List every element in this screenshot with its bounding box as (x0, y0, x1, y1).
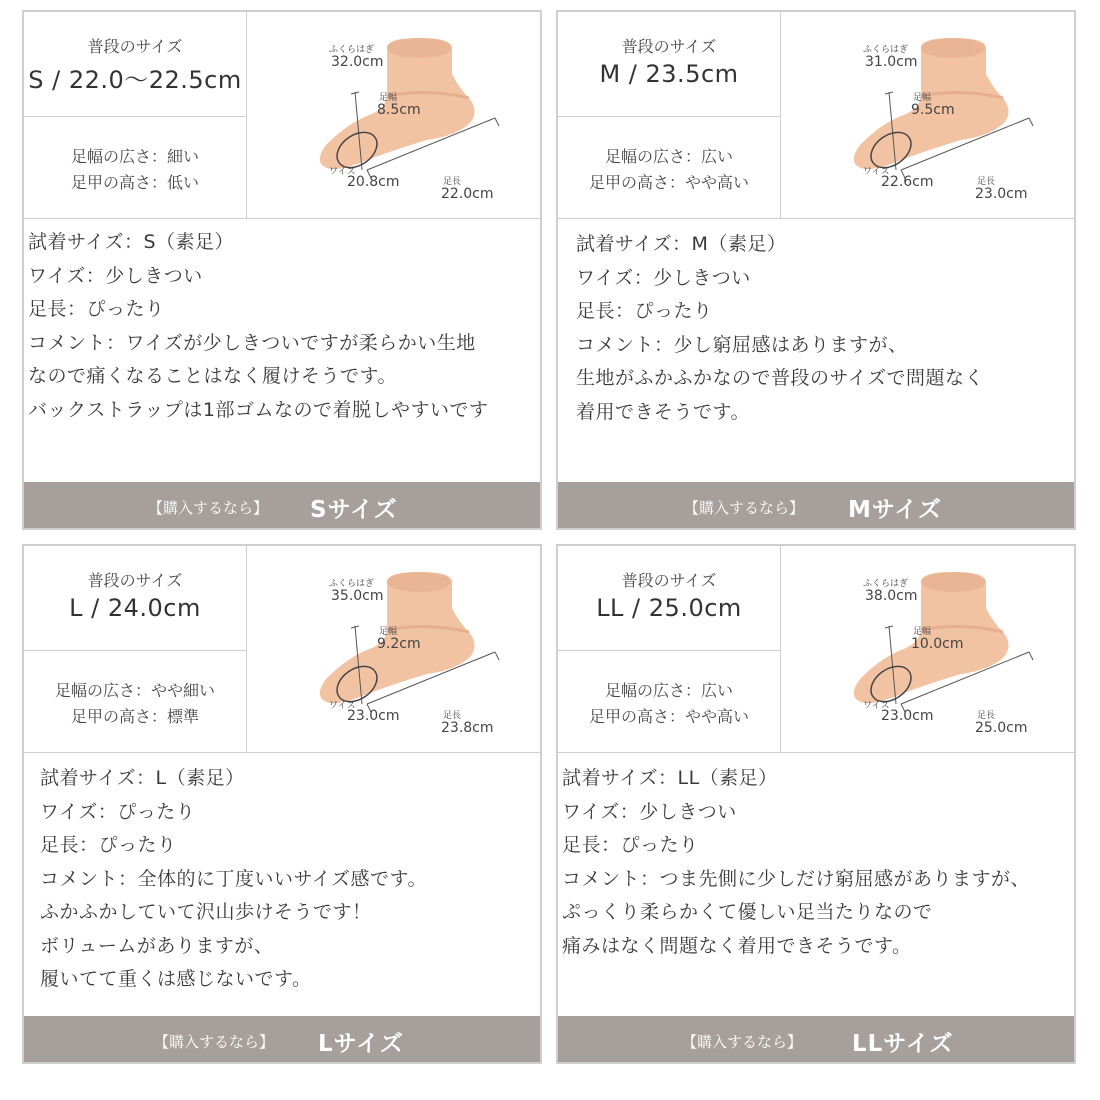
usual-size-box (24, 546, 246, 651)
card-header (558, 12, 1074, 219)
review-line: 足長：ぴったり (28, 298, 165, 320)
buy-prefix: 【購入するなら】 (682, 1033, 803, 1051)
foot-length-label: 足長 (977, 177, 996, 187)
foot-width-label: 足幅 (379, 93, 398, 103)
review-line: 足長：ぴったり (40, 834, 177, 856)
foot-width-label: 足幅 (913, 627, 932, 637)
usual-size-box (24, 12, 246, 117)
review-text (24, 219, 540, 485)
foot-width-value: 9.2cm (377, 636, 421, 652)
profile-column (24, 12, 247, 218)
foot-length-value: 23.8cm (441, 720, 494, 736)
wise-label: ワイズ (329, 701, 356, 711)
review-line: 足長：ぴったり (576, 300, 713, 322)
review-line: ワイズ：少しきつい (576, 266, 751, 289)
calf-label: ふくらはぎ (329, 45, 375, 55)
review-text (24, 753, 540, 1019)
wise-label: ワイズ (329, 167, 356, 177)
review-line: コメント：全体的に丁度いいサイズ感です。 (40, 867, 427, 890)
review-line: バックストラップは1部ゴムなので着脱しやすいです (28, 398, 489, 421)
foot-width-label: 足幅 (913, 93, 932, 103)
foot-illustration (781, 12, 1074, 218)
card-header (24, 546, 540, 753)
review-line: 足長：ぴったり (562, 834, 699, 856)
review-text (558, 219, 1074, 485)
size-review-card-2 (556, 10, 1076, 530)
foot-traits-box (24, 117, 246, 218)
buy-size: Lサイズ (318, 1031, 404, 1057)
review-line: 試着サイズ：S（素足） (28, 231, 235, 253)
size-review-card-3 (22, 544, 542, 1064)
foot-illustration (781, 546, 1074, 752)
instep-height-trait: 足甲の高さ：標準 (70, 707, 199, 726)
foot-width-label: 足幅 (379, 627, 398, 637)
review-line: 試着サイズ：LL（素足） (562, 767, 778, 789)
wise-value: 22.6cm (881, 174, 934, 190)
review-line: ワイズ：少しきつい (28, 264, 203, 287)
review-line: ワイズ：少しきつい (562, 800, 737, 823)
review-line: コメント：ワイズが少しきついですが柔らかい生地 (28, 331, 476, 354)
foot-length-value: 22.0cm (441, 186, 494, 202)
wise-value: 23.0cm (881, 708, 934, 724)
foot-width-trait: 足幅の広さ：細い (70, 147, 199, 166)
usual-size-value: M / 23.5cm (599, 60, 739, 88)
calf-label: ふくらはぎ (863, 45, 909, 55)
usual-size-label: 普段のサイズ (621, 37, 717, 56)
profile-column (558, 546, 781, 752)
foot-width-trait: 足幅の広さ：広い (604, 681, 733, 700)
calf-label: ふくらはぎ (329, 579, 375, 589)
usual-size-value: S / 22.0〜22.5cm (28, 66, 242, 94)
buy-prefix: 【購入するなら】 (148, 499, 269, 517)
buy-size: Mサイズ (848, 497, 943, 523)
buy-banner (24, 482, 540, 528)
review-line: コメント：少し窮屈感はありますが、 (576, 333, 908, 356)
buy-banner (24, 1016, 540, 1062)
review-line: ふかふかしていて沢山歩けそうです！ (40, 901, 372, 923)
buy-size: LLサイズ (852, 1031, 954, 1057)
usual-size-value: L / 24.0cm (69, 594, 201, 622)
wise-label: ワイズ (863, 167, 890, 177)
instep-height-trait: 足甲の高さ：低い (70, 173, 199, 192)
foot-traits-box (24, 651, 246, 752)
wise-value: 20.8cm (347, 174, 400, 190)
buy-prefix: 【購入するなら】 (684, 499, 805, 517)
calf-label: ふくらはぎ (863, 579, 909, 589)
foot-length-value: 23.0cm (975, 186, 1028, 202)
review-line: ワイズ：ぴったり (40, 800, 196, 823)
foot-width-value: 9.5cm (911, 102, 955, 118)
instep-height-trait: 足甲の高さ：やや高い (588, 173, 749, 192)
buy-prefix: 【購入するなら】 (154, 1033, 275, 1051)
review-line: ボリュームがありますが、 (40, 934, 274, 957)
review-line: 試着サイズ：L（素足） (40, 767, 245, 789)
review-line: 痛みはなく問題なく着用できそうです。 (562, 934, 912, 957)
foot-length-label: 足長 (443, 177, 462, 187)
card-header (24, 12, 540, 219)
profile-column (558, 12, 781, 218)
usual-size-box (558, 546, 780, 651)
usual-size-label: 普段のサイズ (621, 571, 717, 590)
review-text (558, 753, 1074, 1019)
review-line: 試着サイズ：M（素足） (576, 233, 787, 255)
foot-width-trait: 足幅の広さ：広い (604, 147, 733, 166)
calf-value: 35.0cm (331, 588, 384, 604)
review-line: コメント：つま先側に少しだけ窮屈感がありますが、 (562, 867, 1031, 890)
calf-value: 31.0cm (865, 54, 918, 70)
size-review-card-4 (556, 544, 1076, 1064)
buy-banner (558, 1016, 1074, 1062)
foot-width-trait: 足幅の広さ：やや細い (54, 681, 215, 700)
foot-length-value: 25.0cm (975, 720, 1028, 736)
review-line: 履いてて重くは感じないです。 (40, 968, 312, 990)
instep-height-trait: 足甲の高さ：やや高い (588, 707, 749, 726)
review-line: 着用できそうです。 (576, 400, 750, 423)
usual-size-label: 普段のサイズ (87, 37, 183, 56)
foot-traits-box (558, 651, 780, 752)
foot-length-label: 足長 (977, 711, 996, 721)
profile-column (24, 546, 247, 752)
usual-size-value: LL / 25.0cm (596, 594, 742, 622)
review-line: 生地がふかふかなので普段のサイズで問題なく (576, 367, 984, 389)
review-line: ぷっくり柔らかくて優しい足当たりなので (562, 901, 933, 923)
card-header (558, 546, 1074, 753)
buy-size: Sサイズ (310, 497, 398, 523)
foot-illustration (247, 12, 540, 218)
foot-traits-box (558, 117, 780, 218)
foot-length-label: 足長 (443, 711, 462, 721)
calf-value: 32.0cm (331, 54, 384, 70)
wise-label: ワイズ (863, 701, 890, 711)
buy-banner (558, 482, 1074, 528)
usual-size-box (558, 12, 780, 117)
review-line: なので痛くなることはなく履けそうです。 (28, 365, 397, 387)
foot-illustration (247, 546, 540, 752)
calf-value: 38.0cm (865, 588, 918, 604)
wise-value: 23.0cm (347, 708, 400, 724)
size-review-card-1 (22, 10, 542, 530)
foot-width-value: 10.0cm (911, 636, 964, 652)
usual-size-label: 普段のサイズ (87, 571, 183, 590)
foot-width-value: 8.5cm (377, 102, 421, 118)
